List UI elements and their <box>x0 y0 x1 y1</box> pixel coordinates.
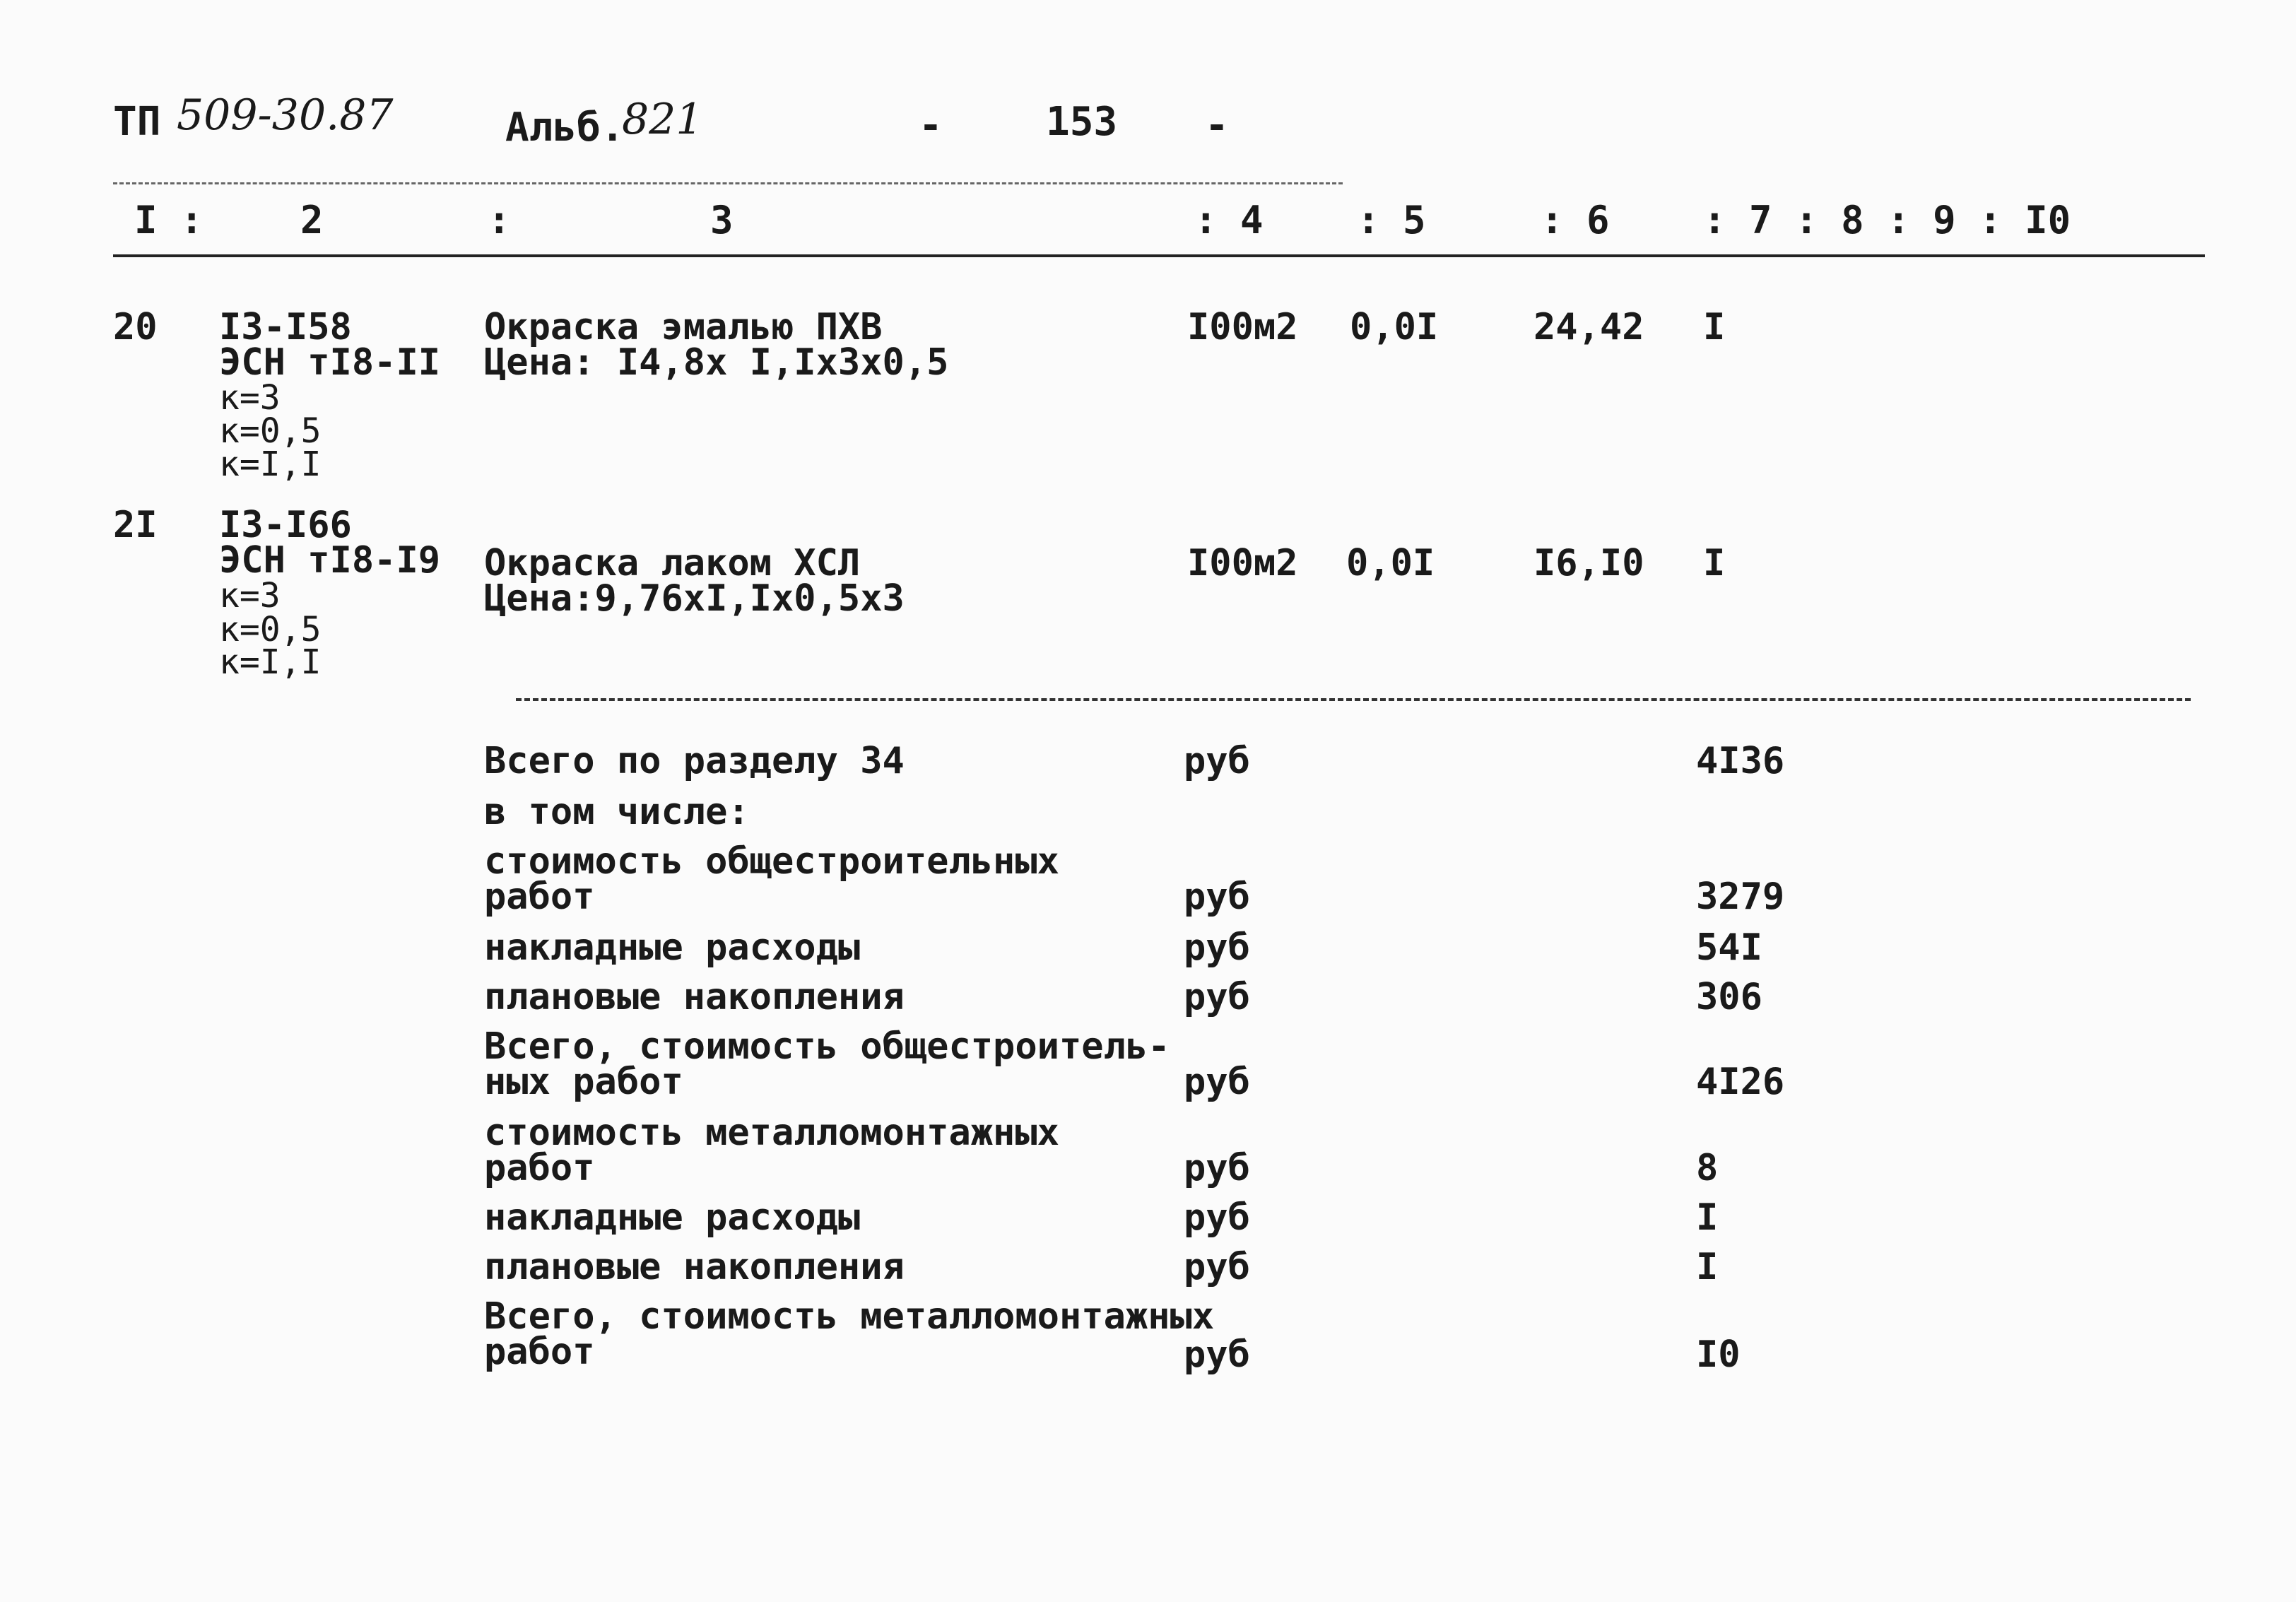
col-header-3: 3 <box>710 198 734 242</box>
summary-planned-2-value: I <box>1696 1246 1719 1288</box>
summary-overhead-2-value: I <box>1696 1196 1719 1239</box>
album-number-handwritten: 821 <box>622 95 703 144</box>
summary-total-metal-2: работ <box>484 1331 595 1373</box>
row-20-code-4: к=0,5 <box>219 411 322 451</box>
summary-planned-2-unit: руб <box>1184 1246 1250 1288</box>
col-header-1: I : <box>134 198 204 242</box>
summary-overhead-2-unit: руб <box>1184 1196 1250 1239</box>
summary-metal-works-value: 8 <box>1696 1147 1719 1189</box>
row-21-code-5: к=I,I <box>219 642 322 682</box>
row-21-code-3: к=3 <box>219 576 281 616</box>
row-20-col7: I <box>1703 306 1726 348</box>
row-21-code-4: к=0,5 <box>219 610 322 649</box>
summary-planned-2: плановые накопления <box>484 1246 905 1288</box>
summary-general-works-1: стоимость общестроительных <box>484 840 1059 883</box>
row-20-code-5: к=I,I <box>219 444 322 484</box>
row-20-code-2: ЭСН тI8-II <box>219 341 441 384</box>
summary-total-metal-1: Всего, стоимость металломонтажных <box>484 1295 1215 1338</box>
summary-including: в том числе: <box>484 791 750 833</box>
col-header-7-10: : 7 : 8 : 9 : I0 <box>1703 198 2071 242</box>
row-20-code-3: к=3 <box>219 378 281 418</box>
summary-metal-works-2: работ <box>484 1147 595 1189</box>
summary-overhead-1-value: 54I <box>1696 926 1762 969</box>
row-20-unit: I00м2 <box>1187 306 1298 348</box>
row-21-qty: 0,0I <box>1346 542 1435 584</box>
summary-total-general-value: 4I26 <box>1696 1061 1785 1103</box>
row-20-desc-1: Окраска эмалью ПХВ <box>484 306 883 348</box>
row-21-price: I6,I0 <box>1533 542 1644 584</box>
col-header-6: : 6 <box>1541 198 1610 242</box>
summary-general-works-unit: руб <box>1184 876 1250 918</box>
row-21-desc-1: Окраска лаком ХСЛ <box>484 542 861 584</box>
column-header-rule <box>113 254 2205 257</box>
header-dash-right: - <box>1205 102 1229 148</box>
row-20-number: 20 <box>113 306 158 348</box>
summary-total-general-unit: руб <box>1184 1061 1250 1103</box>
row-21-desc-2: Цена:9,76хI,Iх0,5х3 <box>484 577 905 620</box>
row-21-code-2: ЭСН тI8-I9 <box>219 539 441 582</box>
summary-total-section-value: 4I36 <box>1696 740 1785 782</box>
row-21-unit: I00м2 <box>1187 542 1298 584</box>
summary-metal-works-unit: руб <box>1184 1147 1250 1189</box>
doc-prefix: ТП <box>113 99 161 145</box>
row-21-code-1: I3-I66 <box>219 504 352 546</box>
rows-end-rule <box>516 698 2191 701</box>
row-20-code-1: I3-I58 <box>219 306 352 348</box>
summary-overhead-1-unit: руб <box>1184 926 1250 969</box>
header-dash-left: - <box>919 102 943 148</box>
summary-total-metal-value: I0 <box>1696 1333 1741 1376</box>
summary-planned-1: плановые накопления <box>484 976 905 1018</box>
summary-overhead-2: накладные расходы <box>484 1196 861 1239</box>
summary-planned-1-value: 306 <box>1696 976 1762 1018</box>
col-header-5: : 5 <box>1357 198 1426 242</box>
summary-general-works-2: работ <box>484 876 595 918</box>
summary-total-general-1: Всего, стоимость общестроитель- <box>484 1025 1170 1068</box>
col-header-2: 2 <box>300 198 324 242</box>
summary-planned-1-unit: руб <box>1184 976 1250 1018</box>
header-rule <box>113 182 1343 184</box>
col-header-4: : 4 <box>1194 198 1264 242</box>
summary-total-metal-unit: руб <box>1184 1333 1250 1376</box>
row-20-price: 24,42 <box>1533 306 1644 348</box>
summary-total-section: Всего по разделу 34 <box>484 740 905 782</box>
summary-total-general-2: ных работ <box>484 1061 683 1103</box>
summary-overhead-1: накладные расходы <box>484 926 861 969</box>
summary-general-works-value: 3279 <box>1696 876 1785 918</box>
row-20-desc-2: Цена: I4,8х I,Iх3х0,5 <box>484 341 949 384</box>
summary-metal-works-1: стоимость металломонтажных <box>484 1112 1059 1154</box>
col-header-sep: : <box>488 198 511 242</box>
row-21-col7: I <box>1703 542 1726 584</box>
row-21-number: 2I <box>113 504 158 546</box>
row-20-qty: 0,0I <box>1350 306 1439 348</box>
summary-total-section-unit: руб <box>1184 740 1250 782</box>
page-number: 153 <box>1046 99 1118 145</box>
album-label: Альб. <box>505 105 625 151</box>
doc-number-handwritten: 509-30.87 <box>177 90 394 140</box>
